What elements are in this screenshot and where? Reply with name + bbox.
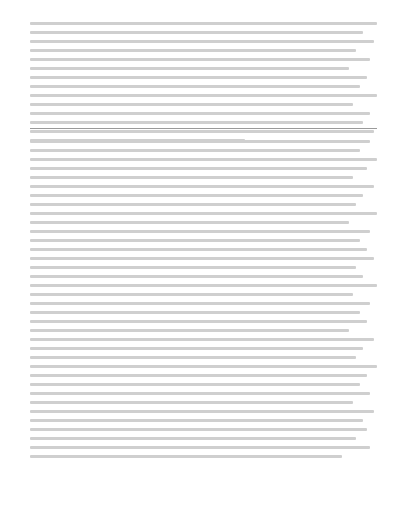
text-line [30,31,363,34]
text-line [30,311,360,314]
text-line [30,230,370,233]
text-line [30,374,367,377]
text-line [30,158,377,161]
text-line [30,194,363,197]
text-line [30,257,374,260]
text-line [30,275,363,278]
text-line [30,338,374,341]
text-line [30,248,367,251]
text-line [30,112,370,115]
text-line [30,103,353,106]
text-line [30,266,356,269]
text-line [30,302,370,305]
text-line [30,185,374,188]
text-line [30,40,374,43]
text-line [30,239,360,242]
lower-text-block [30,140,377,464]
text-line [30,383,360,386]
text-line [30,419,363,422]
text-line [30,176,353,179]
text-line [30,356,356,359]
text-line [30,284,377,287]
text-line [30,149,360,152]
text-line [30,140,370,143]
text-line [30,329,349,332]
text-line [30,203,356,206]
text-line [30,392,370,395]
text-line [30,49,356,52]
section-divider [30,128,377,129]
upper-text-block [30,22,377,148]
text-line [30,347,363,350]
text-line [30,221,349,224]
text-line [30,455,342,458]
text-line [30,22,377,25]
text-line [30,293,353,296]
text-line [30,212,377,215]
text-line [30,428,367,431]
text-line [30,130,374,133]
text-line [30,446,370,449]
text-line [30,410,374,413]
text-line [30,320,367,323]
text-line [30,58,370,61]
text-line [30,67,349,70]
text-line [30,437,356,440]
text-line [30,167,367,170]
text-line [30,76,367,79]
text-line [30,94,377,97]
text-line [30,365,377,368]
text-line [30,121,363,124]
text-line [30,85,360,88]
text-line [30,401,353,404]
